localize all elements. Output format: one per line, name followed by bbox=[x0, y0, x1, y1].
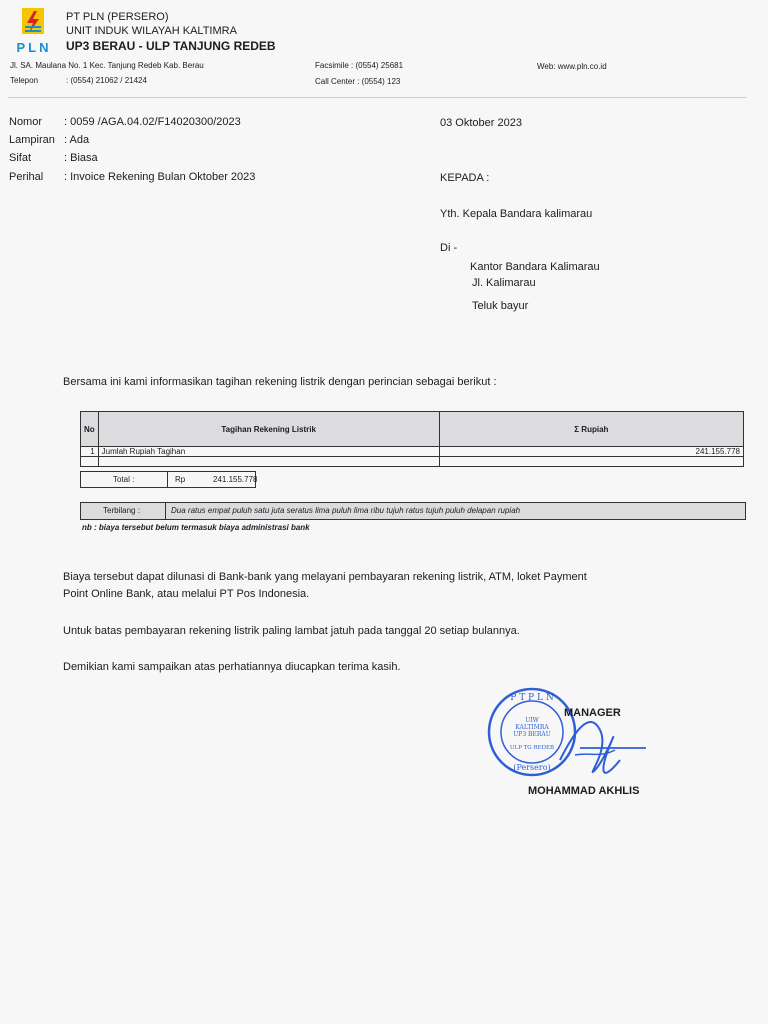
recipient-address-1: Kantor Bandara Kalimarau bbox=[470, 261, 600, 273]
closing-text: Demikian kami sampaikan atas perhatiannya diucapkan terima kasih. bbox=[63, 661, 401, 673]
website: Web: www.pln.co.id bbox=[537, 62, 607, 71]
blank-cell bbox=[98, 457, 439, 467]
payment-info-line1: Biaya tersebut dapat dilunasi di Bank-bank yang melayani pembayaran rekening listrik, ATM, loket Payment bbox=[63, 571, 587, 583]
row-amount: 241.155.778 bbox=[439, 447, 743, 457]
total-currency: Rp bbox=[175, 475, 186, 484]
recipient-title: Yth. Kepala Bandara kalimarau bbox=[440, 208, 593, 220]
letter-date: 03 Oktober 2023 bbox=[440, 117, 522, 129]
stamp-top-text: P T P L N bbox=[510, 693, 554, 703]
intro-text: Bersama ini kami informasikan tagihan rekening listrik dengan perincian sebagai berikut : bbox=[63, 376, 497, 388]
terbilang-label: Terbilang : bbox=[103, 506, 140, 515]
perihal-value: : Invoice Rekening Bulan Oktober 2023 bbox=[64, 171, 256, 183]
nomor-value: : 0059 /AGA.04.02/F14020300/2023 bbox=[64, 116, 241, 128]
table-blank-row bbox=[81, 457, 744, 467]
stamp-bottom-text: (Persero) bbox=[513, 763, 551, 772]
stamp-line-3: UP3 BERAU bbox=[513, 731, 551, 738]
pln-logo bbox=[12, 6, 56, 58]
signatory-name: MOHAMMAD AKHLIS bbox=[528, 785, 640, 797]
payment-info-line2: Point Online Bank, atau melalui PT Pos Indonesia. bbox=[63, 588, 310, 600]
col-desc-header: Tagihan Rekening Listrik bbox=[98, 412, 439, 447]
sifat-label: Sifat bbox=[9, 152, 32, 164]
company-name: PT PLN (PERSERO) bbox=[66, 11, 169, 23]
nomor-label: Nomor bbox=[9, 116, 43, 128]
perihal-label: Perihal bbox=[9, 171, 44, 183]
kepada-label: KEPADA : bbox=[440, 172, 490, 184]
terbilang-box bbox=[80, 502, 746, 520]
invoice-table bbox=[80, 411, 744, 467]
sifat-value: : Biasa bbox=[64, 152, 98, 164]
unit-name: UNIT INDUK WILAYAH KALTIMRA bbox=[66, 25, 237, 37]
stamp-line-1: UIW bbox=[525, 717, 539, 724]
blank-cell bbox=[81, 457, 99, 467]
telepon-value: : (0554) 21062 / 21424 bbox=[66, 76, 147, 85]
stamp-line-2: KALTIMRA bbox=[515, 724, 549, 731]
deadline-text: Untuk batas pembayaran rekening listrik paling lambat jatuh pada tanggal 20 setiap bulannya. bbox=[63, 625, 520, 637]
lampiran-value: : Ada bbox=[64, 134, 90, 146]
table-row bbox=[81, 447, 744, 457]
total-label: Total : bbox=[113, 475, 135, 484]
table-header-row bbox=[81, 412, 744, 447]
recipient-address-3: Teluk bayur bbox=[472, 300, 529, 312]
recipient-address-2: Jl. Kalimarau bbox=[472, 277, 536, 289]
total-box bbox=[80, 471, 256, 488]
stamp-line-4: ULP TG REDEB bbox=[509, 745, 555, 751]
admin-fee-note: nb : biaya tersebut belum termasuk biaya administrasi bank bbox=[82, 523, 310, 532]
blank-cell bbox=[439, 457, 743, 467]
total-value: 241.155.778 bbox=[213, 475, 258, 484]
telepon-label: Telepon bbox=[10, 76, 39, 85]
col-no-header: No bbox=[81, 412, 99, 447]
facsimile: Facsimile : (0554) 25681 bbox=[315, 61, 404, 70]
row-desc: Jumlah Rupiah Tagihan bbox=[98, 447, 439, 457]
terbilang-divider bbox=[165, 503, 166, 519]
logo-text: PLN bbox=[16, 40, 52, 55]
row-no: 1 bbox=[81, 447, 99, 457]
header-divider bbox=[8, 97, 746, 98]
office-name: UP3 BERAU - ULP TANJUNG REDEB bbox=[66, 39, 276, 53]
total-divider bbox=[167, 472, 168, 487]
call-center: Call Center : (0554) 123 bbox=[315, 77, 401, 86]
col-amount-header: Σ Rupiah bbox=[439, 412, 743, 447]
signatory-title: MANAGER bbox=[564, 707, 621, 719]
terbilang-value: Dua ratus empat puluh satu juta seratus lima puluh lima ribu tujuh ratus tujuh puluh delapan rupiah bbox=[171, 506, 521, 515]
di-label: Di - bbox=[440, 242, 458, 254]
lampiran-label: Lampiran bbox=[9, 134, 55, 146]
address: Jl. SA. Maulana No. 1 Kec. Tanjung Redeb Kab. Berau bbox=[10, 61, 204, 70]
